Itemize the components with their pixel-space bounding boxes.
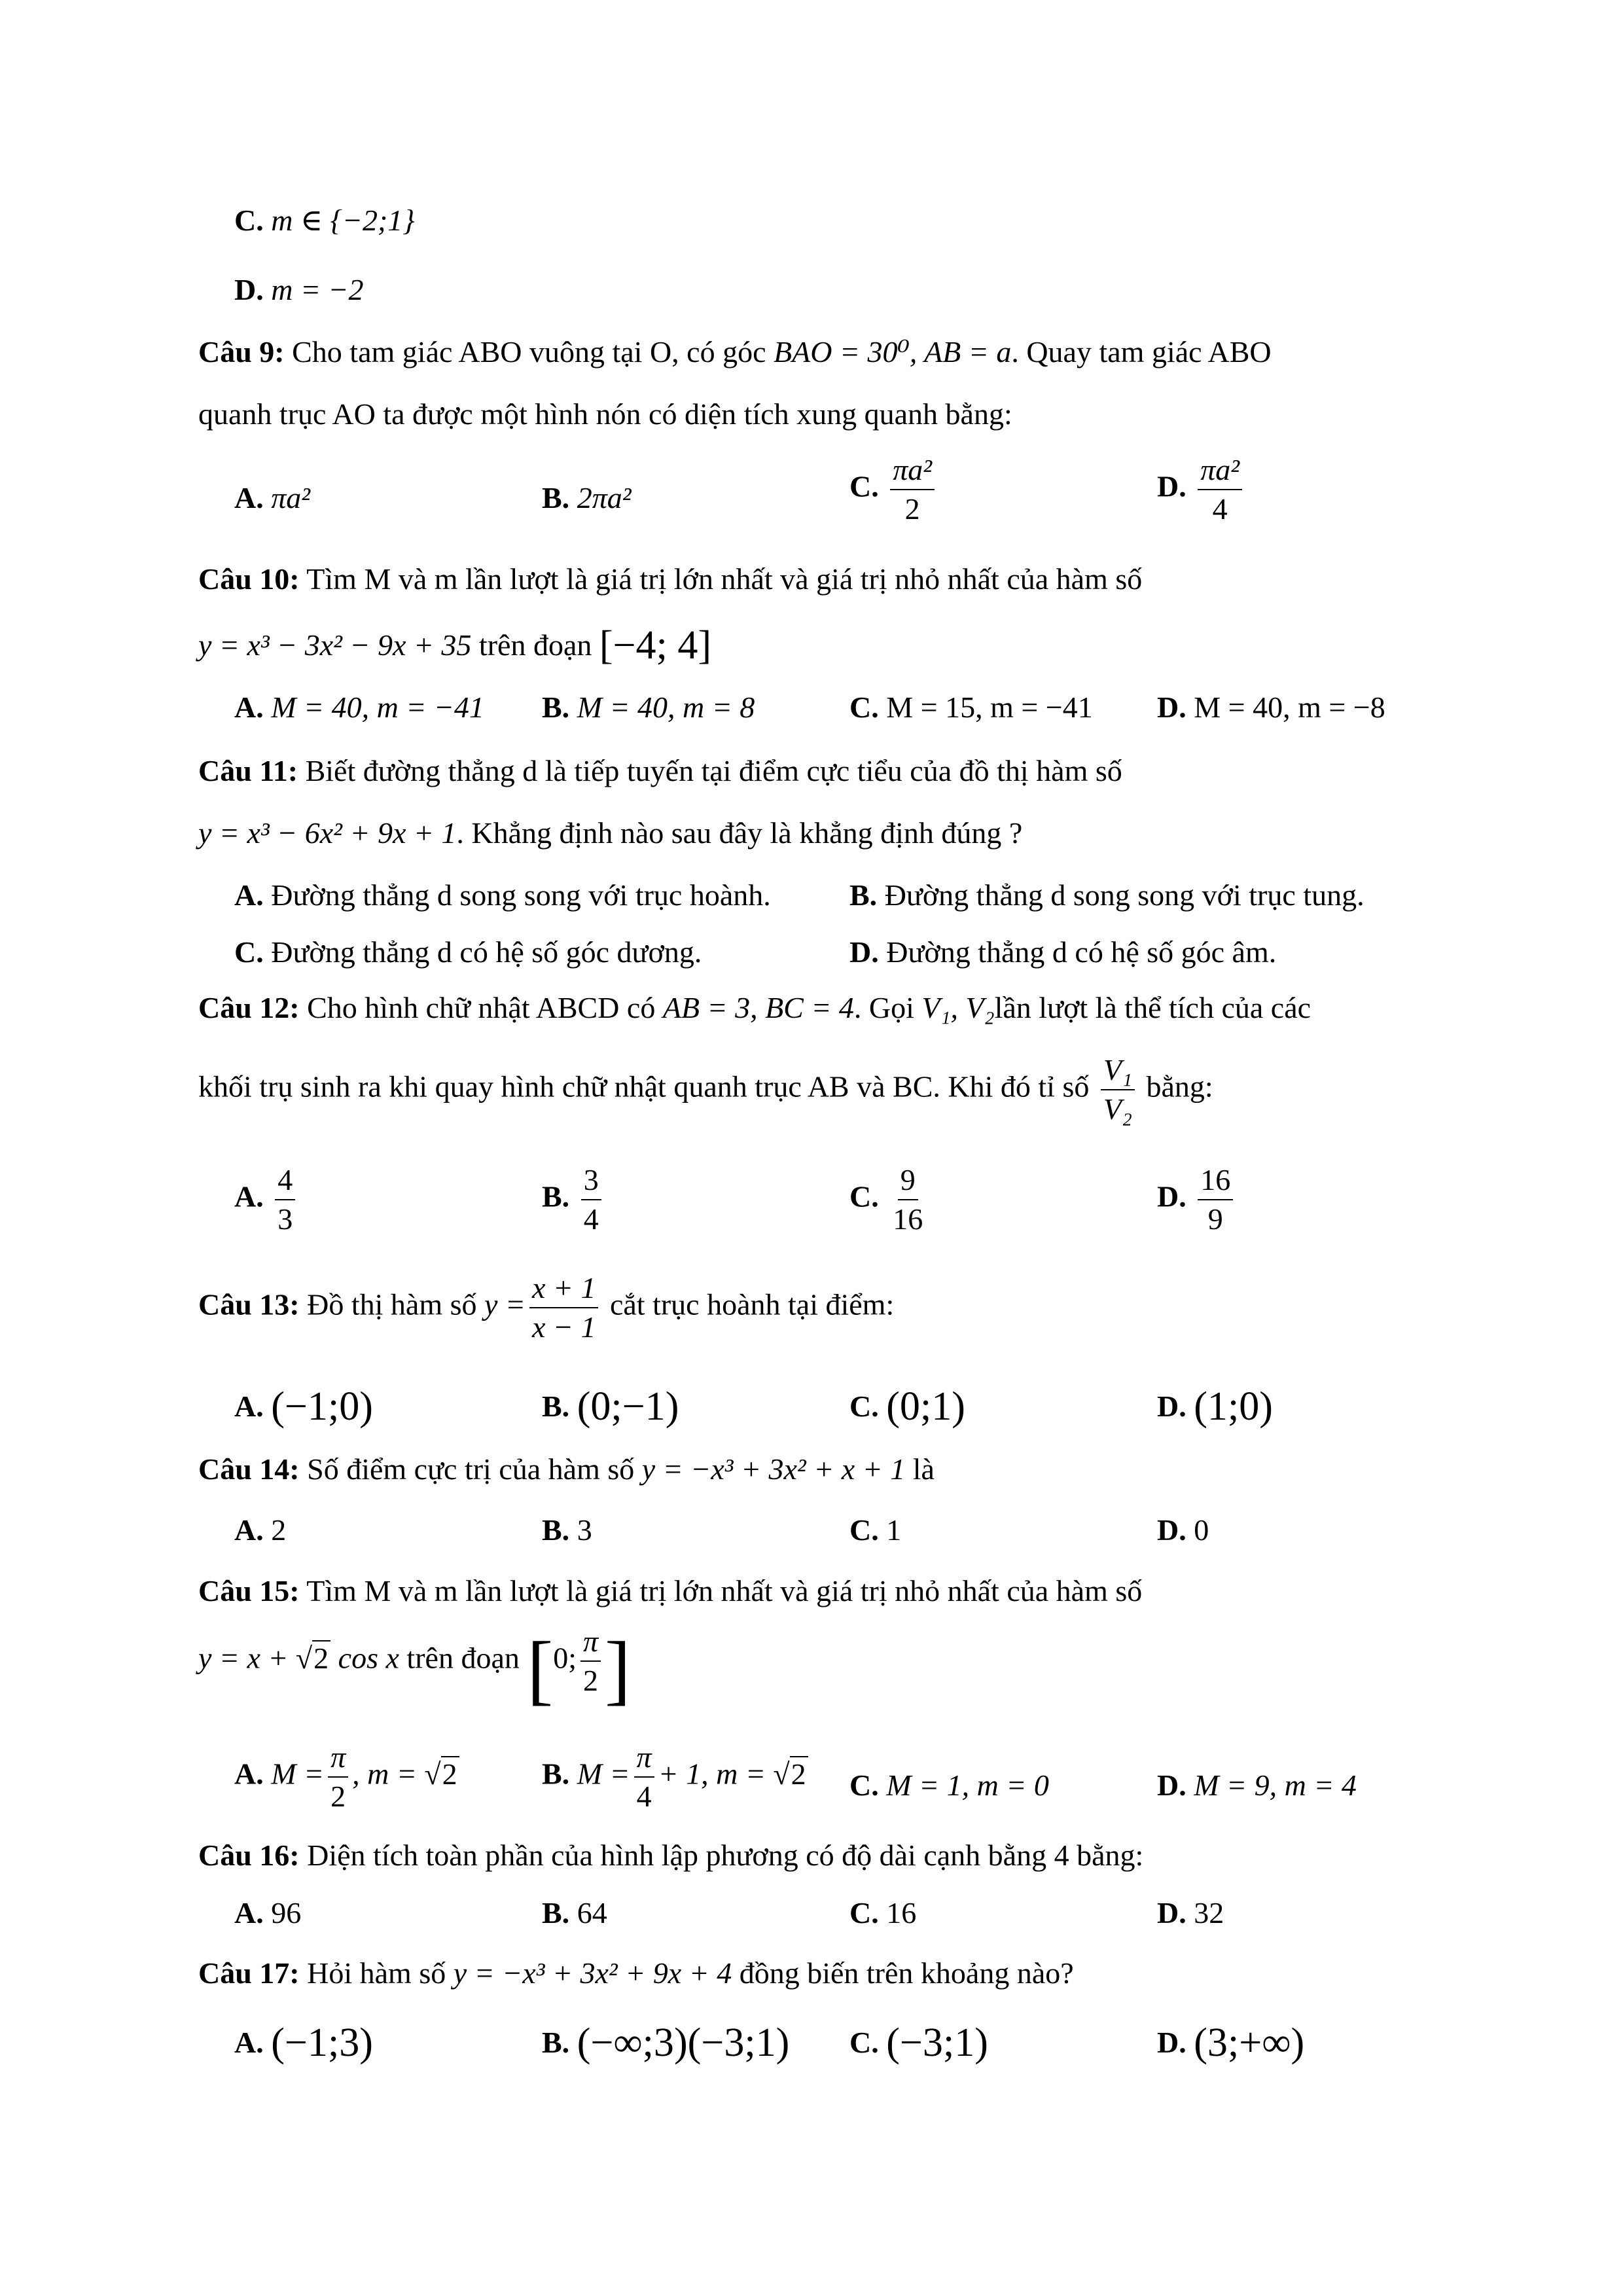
- fraction: [890, 455, 935, 524]
- denominator: 3: [277, 1202, 293, 1236]
- option-label: D.: [1157, 1513, 1186, 1547]
- question-text: quanh trục AO ta được một hình nón có diện tích xung quanh bằng:: [198, 397, 1012, 431]
- q14-stem: [198, 1454, 935, 1484]
- numerator: 16: [1198, 1165, 1233, 1200]
- q13-option-b: [542, 1386, 679, 1427]
- ratio-fraction: [1101, 1055, 1135, 1124]
- question-text: là: [912, 1452, 935, 1486]
- q14-option-d: [1157, 1515, 1209, 1545]
- question-text: . Gọi: [853, 991, 914, 1024]
- q12-option-d: [1157, 1165, 1237, 1234]
- option-text: M = 9, m = 4: [1194, 1768, 1357, 1802]
- function-expression: y = x +: [198, 1641, 289, 1675]
- interval: [−4; 4]: [599, 623, 712, 668]
- question-text: Số điểm cực trị của hàm số: [307, 1452, 635, 1486]
- fraction: [1198, 1165, 1233, 1234]
- option-text: 2πa²: [577, 481, 632, 514]
- option-text: (3;+∞): [1194, 2020, 1305, 2065]
- q10-option-b: [542, 692, 755, 723]
- function-expression: y = x³ − 3x² − 9x + 35: [198, 628, 472, 662]
- denominator: V₂: [1103, 1092, 1132, 1126]
- option-label: C.: [849, 469, 879, 503]
- question-text: đồng biến trên khoảng nào?: [739, 1956, 1074, 1990]
- option-text: (−∞;3)(−3;1): [577, 2020, 790, 2065]
- option-label: D.: [1157, 691, 1186, 724]
- option-text: M =: [271, 1757, 325, 1791]
- denominator: 16: [893, 1202, 923, 1236]
- numerator: 9: [898, 1165, 918, 1200]
- option-text: 3: [577, 1513, 592, 1547]
- denominator: x − 1: [531, 1310, 596, 1344]
- option-text: Đường thẳng d có hệ số góc âm.: [886, 935, 1277, 969]
- option-text: , m =: [352, 1757, 417, 1791]
- denominator: 4: [636, 1780, 652, 1813]
- option-label: B.: [542, 481, 570, 514]
- option-label: D.: [234, 273, 264, 306]
- q11-option-a: [234, 880, 771, 910]
- q10-option-c: [849, 692, 1093, 723]
- fraction: [634, 1742, 654, 1812]
- option-text: (0;1): [886, 1384, 965, 1429]
- q14-option-a: [234, 1515, 286, 1545]
- q13-option-a: [234, 1386, 373, 1427]
- q11-stem-line1: [198, 756, 1122, 786]
- sqrt: √2: [296, 1643, 330, 1674]
- question-math: AB = 3, BC = 4: [662, 991, 854, 1024]
- option-label: B.: [542, 691, 570, 724]
- option-label: A.: [234, 1179, 264, 1213]
- function-expression: y = −x³ + 3x² + x + 1: [641, 1452, 906, 1486]
- question-label: Câu 11:: [198, 754, 298, 787]
- q17-option-c: [849, 2022, 988, 2063]
- option-label: C.: [849, 1768, 879, 1802]
- question-label: Câu 10:: [198, 562, 300, 596]
- radicand: 2: [790, 1756, 808, 1791]
- option-text: 96: [271, 1896, 302, 1929]
- question-label: Câu 12:: [198, 991, 300, 1024]
- q9-option-b: [542, 483, 632, 513]
- option-label: C.: [849, 1513, 879, 1547]
- denominator: 4: [583, 1202, 599, 1236]
- question-text: Diện tích toàn phần của hình lập phương có độ dài cạnh bằng 4 bằng:: [307, 1839, 1144, 1872]
- q13-stem: [198, 1273, 894, 1342]
- q9-stem-line2: [198, 399, 1012, 429]
- numerator: 4: [275, 1165, 295, 1200]
- q15-stem-line2: [198, 1624, 631, 1713]
- question-text: Đồ thị hàm số: [307, 1287, 477, 1321]
- q12-option-c: [849, 1165, 929, 1234]
- option-label: D.: [1157, 1896, 1186, 1929]
- option-text: 32: [1194, 1896, 1224, 1929]
- q13-option-c: [849, 1386, 965, 1427]
- option-label: D.: [1157, 1768, 1186, 1802]
- question-text: Hỏi hàm số: [307, 1956, 446, 1990]
- option-label: A.: [234, 1390, 264, 1424]
- option-label: B.: [542, 1513, 570, 1547]
- fraction: [581, 1165, 601, 1234]
- question-label: Câu 14:: [198, 1452, 300, 1486]
- q15-option-b: [542, 1742, 808, 1812]
- option-label: C.: [849, 1896, 879, 1929]
- option-text: m = −2: [271, 273, 364, 306]
- question-text: Tìm M và m lần lượt là giá trị lớn nhất và giá trị nhỏ nhất của hàm số: [306, 1574, 1143, 1607]
- question-text: . Khẳng định nào sau đây là khẳng định đúng ?: [456, 816, 1023, 850]
- option-label: A.: [234, 691, 264, 724]
- denominator: 2: [904, 492, 920, 526]
- option-text: 64: [577, 1896, 607, 1929]
- numerator: x + 1: [529, 1273, 598, 1308]
- function-expression: y = −x³ + 3x² + 9x + 4: [453, 1956, 732, 1990]
- question-text: trên đoạn: [478, 628, 592, 662]
- option-text: (0;−1): [577, 1384, 679, 1429]
- numerator: V₁: [1101, 1055, 1135, 1090]
- question-text: khối trụ sinh ra khi quay hình chữ nhật quanh trục AB và BC. Khi đó tỉ số: [198, 1069, 1090, 1103]
- question-math: V₁, V₂: [921, 991, 995, 1024]
- option-text: 0: [1194, 1513, 1209, 1547]
- option-text: πa²: [271, 481, 311, 514]
- option-label: A.: [234, 481, 264, 514]
- q9-option-d: [1157, 455, 1246, 524]
- q16-option-d: [1157, 1898, 1224, 1928]
- option-text: M =: [577, 1757, 630, 1791]
- option-label: C.: [234, 204, 264, 237]
- q9-option-c: [849, 455, 938, 524]
- question-label: Câu 16:: [198, 1839, 300, 1872]
- sqrt: √2: [773, 1759, 808, 1789]
- q10-option-a: [234, 692, 484, 723]
- question-label: Câu 17:: [198, 1956, 300, 1990]
- question-text: lần lượt là thể tích của các: [994, 991, 1311, 1024]
- q10-stem-line1: [198, 564, 1142, 594]
- q17-option-d: [1157, 2022, 1304, 2063]
- option-label: D.: [1157, 469, 1186, 503]
- fraction: [580, 1626, 601, 1696]
- option-label: B.: [542, 2026, 570, 2060]
- option-text: (−1;3): [271, 2020, 373, 2065]
- q16-option-b: [542, 1898, 607, 1928]
- numerator: πa²: [890, 455, 935, 490]
- option-text: Đường thẳng d song song với trục tung.: [884, 878, 1364, 912]
- question-label: Câu 13:: [198, 1287, 300, 1321]
- question-text: trên đoạn: [406, 1641, 520, 1675]
- q9-option-a: [234, 483, 310, 513]
- question-text: Biết đường thẳng d là tiếp tuyến tại điểm cực tiểu của đồ thị hàm số: [305, 754, 1122, 787]
- option-text: Đường thẳng d song song với trục hoành.: [271, 878, 771, 912]
- option-text: M = 40, m = 8: [577, 691, 755, 724]
- numerator: π: [328, 1742, 348, 1778]
- option-label: C.: [849, 1179, 879, 1213]
- q10-option-d: [1157, 692, 1385, 723]
- function-expression: y = x³ − 6x² + 9x + 1: [198, 816, 457, 850]
- option-text: 1: [886, 1513, 902, 1547]
- q16-stem: [198, 1840, 1143, 1871]
- denominator: 2: [330, 1780, 346, 1813]
- sqrt: √2: [424, 1759, 459, 1789]
- option-label: C.: [234, 935, 264, 969]
- q14-option-c: [849, 1515, 901, 1545]
- question-text: Tìm M và m lần lượt là giá trị lớn nhất và giá trị nhỏ nhất của hàm số: [306, 562, 1143, 596]
- q13-option-d: [1157, 1386, 1273, 1427]
- numerator: π: [634, 1742, 654, 1778]
- option-label: A.: [234, 1757, 264, 1791]
- bracket-close: ]: [605, 1625, 631, 1713]
- q15-stem-line1: [198, 1576, 1142, 1606]
- option-label: B.: [542, 1896, 570, 1929]
- function-expression: cos x: [338, 1641, 399, 1675]
- function-fraction: [529, 1273, 598, 1342]
- denominator: 4: [1212, 492, 1228, 526]
- q8-option-c: [234, 206, 415, 236]
- option-label: A.: [234, 1896, 264, 1929]
- q12-option-a: [234, 1165, 299, 1234]
- option-text: 16: [886, 1896, 917, 1929]
- option-text: (−3;1): [886, 2020, 988, 2065]
- q15-option-a: [234, 1742, 459, 1812]
- q11-option-c: [234, 937, 702, 967]
- question-text: cắt trục hoành tại điểm:: [609, 1287, 895, 1321]
- question-label: Câu 15:: [198, 1574, 300, 1607]
- option-text: M = 40, m = −8: [1194, 691, 1385, 724]
- option-label: A.: [234, 2026, 264, 2060]
- interval-start: 0;: [553, 1641, 577, 1675]
- option-label: A.: [234, 878, 264, 912]
- q16-option-a: [234, 1898, 301, 1928]
- fraction: [890, 1165, 925, 1234]
- q11-option-b: [849, 880, 1364, 910]
- question-text: bằng:: [1146, 1069, 1213, 1103]
- q16-option-c: [849, 1898, 916, 1928]
- bracket-open: [: [527, 1625, 554, 1713]
- q17-stem: [198, 1958, 1074, 1988]
- option-text: m ∈ {−2;1}: [271, 204, 415, 237]
- q12-stem-line2: [198, 1055, 1213, 1124]
- q15-option-c: [849, 1770, 1049, 1801]
- option-label: D.: [849, 935, 879, 969]
- option-label: B.: [542, 1179, 570, 1213]
- denominator: 2: [582, 1664, 598, 1697]
- option-label: B.: [849, 878, 878, 912]
- denominator: 9: [1207, 1202, 1223, 1236]
- option-label: D.: [1157, 1179, 1186, 1213]
- fraction: [1198, 455, 1242, 524]
- q11-stem-line2: [198, 818, 1022, 848]
- fraction: [328, 1742, 348, 1812]
- fraction: [275, 1165, 295, 1234]
- q9-stem-line1: [198, 337, 1429, 367]
- radicand: 2: [441, 1756, 459, 1791]
- option-text: (1;0): [1194, 1384, 1273, 1429]
- option-text: M = 15, m = −41: [886, 691, 1093, 724]
- function-lhs: y =: [484, 1287, 526, 1321]
- question-math: BAO = 30⁰, AB = a: [774, 335, 1012, 368]
- option-text: (−1;0): [271, 1384, 373, 1429]
- numerator: 3: [581, 1165, 601, 1200]
- question-label: Câu 9:: [198, 335, 285, 368]
- q14-option-b: [542, 1515, 592, 1545]
- question-text: Cho tam giác ABO vuông tại O, có góc: [292, 335, 766, 368]
- option-label: D.: [1157, 2026, 1186, 2060]
- question-text: . Quay tam giác ABO: [1011, 335, 1272, 368]
- option-label: D.: [1157, 1390, 1186, 1424]
- numerator: πa²: [1198, 455, 1242, 490]
- q11-option-d: [849, 937, 1276, 967]
- option-label: C.: [849, 1390, 879, 1424]
- option-label: C.: [849, 691, 879, 724]
- option-label: B.: [542, 1757, 570, 1791]
- q17-option-a: [234, 2022, 373, 2063]
- option-text: + 1, m =: [658, 1757, 766, 1791]
- option-text: 2: [271, 1513, 287, 1547]
- option-label: B.: [542, 1390, 570, 1424]
- option-text: Đường thẳng d có hệ số góc dương.: [271, 935, 702, 969]
- numerator: π: [580, 1626, 601, 1662]
- q12-option-b: [542, 1165, 605, 1234]
- option-text: M = 1, m = 0: [886, 1768, 1049, 1802]
- q15-option-d: [1157, 1770, 1357, 1801]
- option-label: C.: [849, 2026, 879, 2060]
- q12-stem-line1: [198, 993, 1311, 1023]
- q8-option-d: [234, 275, 364, 305]
- q10-stem-line2: [198, 625, 711, 666]
- question-text: Cho hình chữ nhật ABCD có: [307, 991, 656, 1024]
- radicand: 2: [312, 1640, 330, 1675]
- option-text: M = 40, m = −41: [271, 691, 484, 724]
- q17-option-b: [542, 2022, 789, 2063]
- option-label: A.: [234, 1513, 264, 1547]
